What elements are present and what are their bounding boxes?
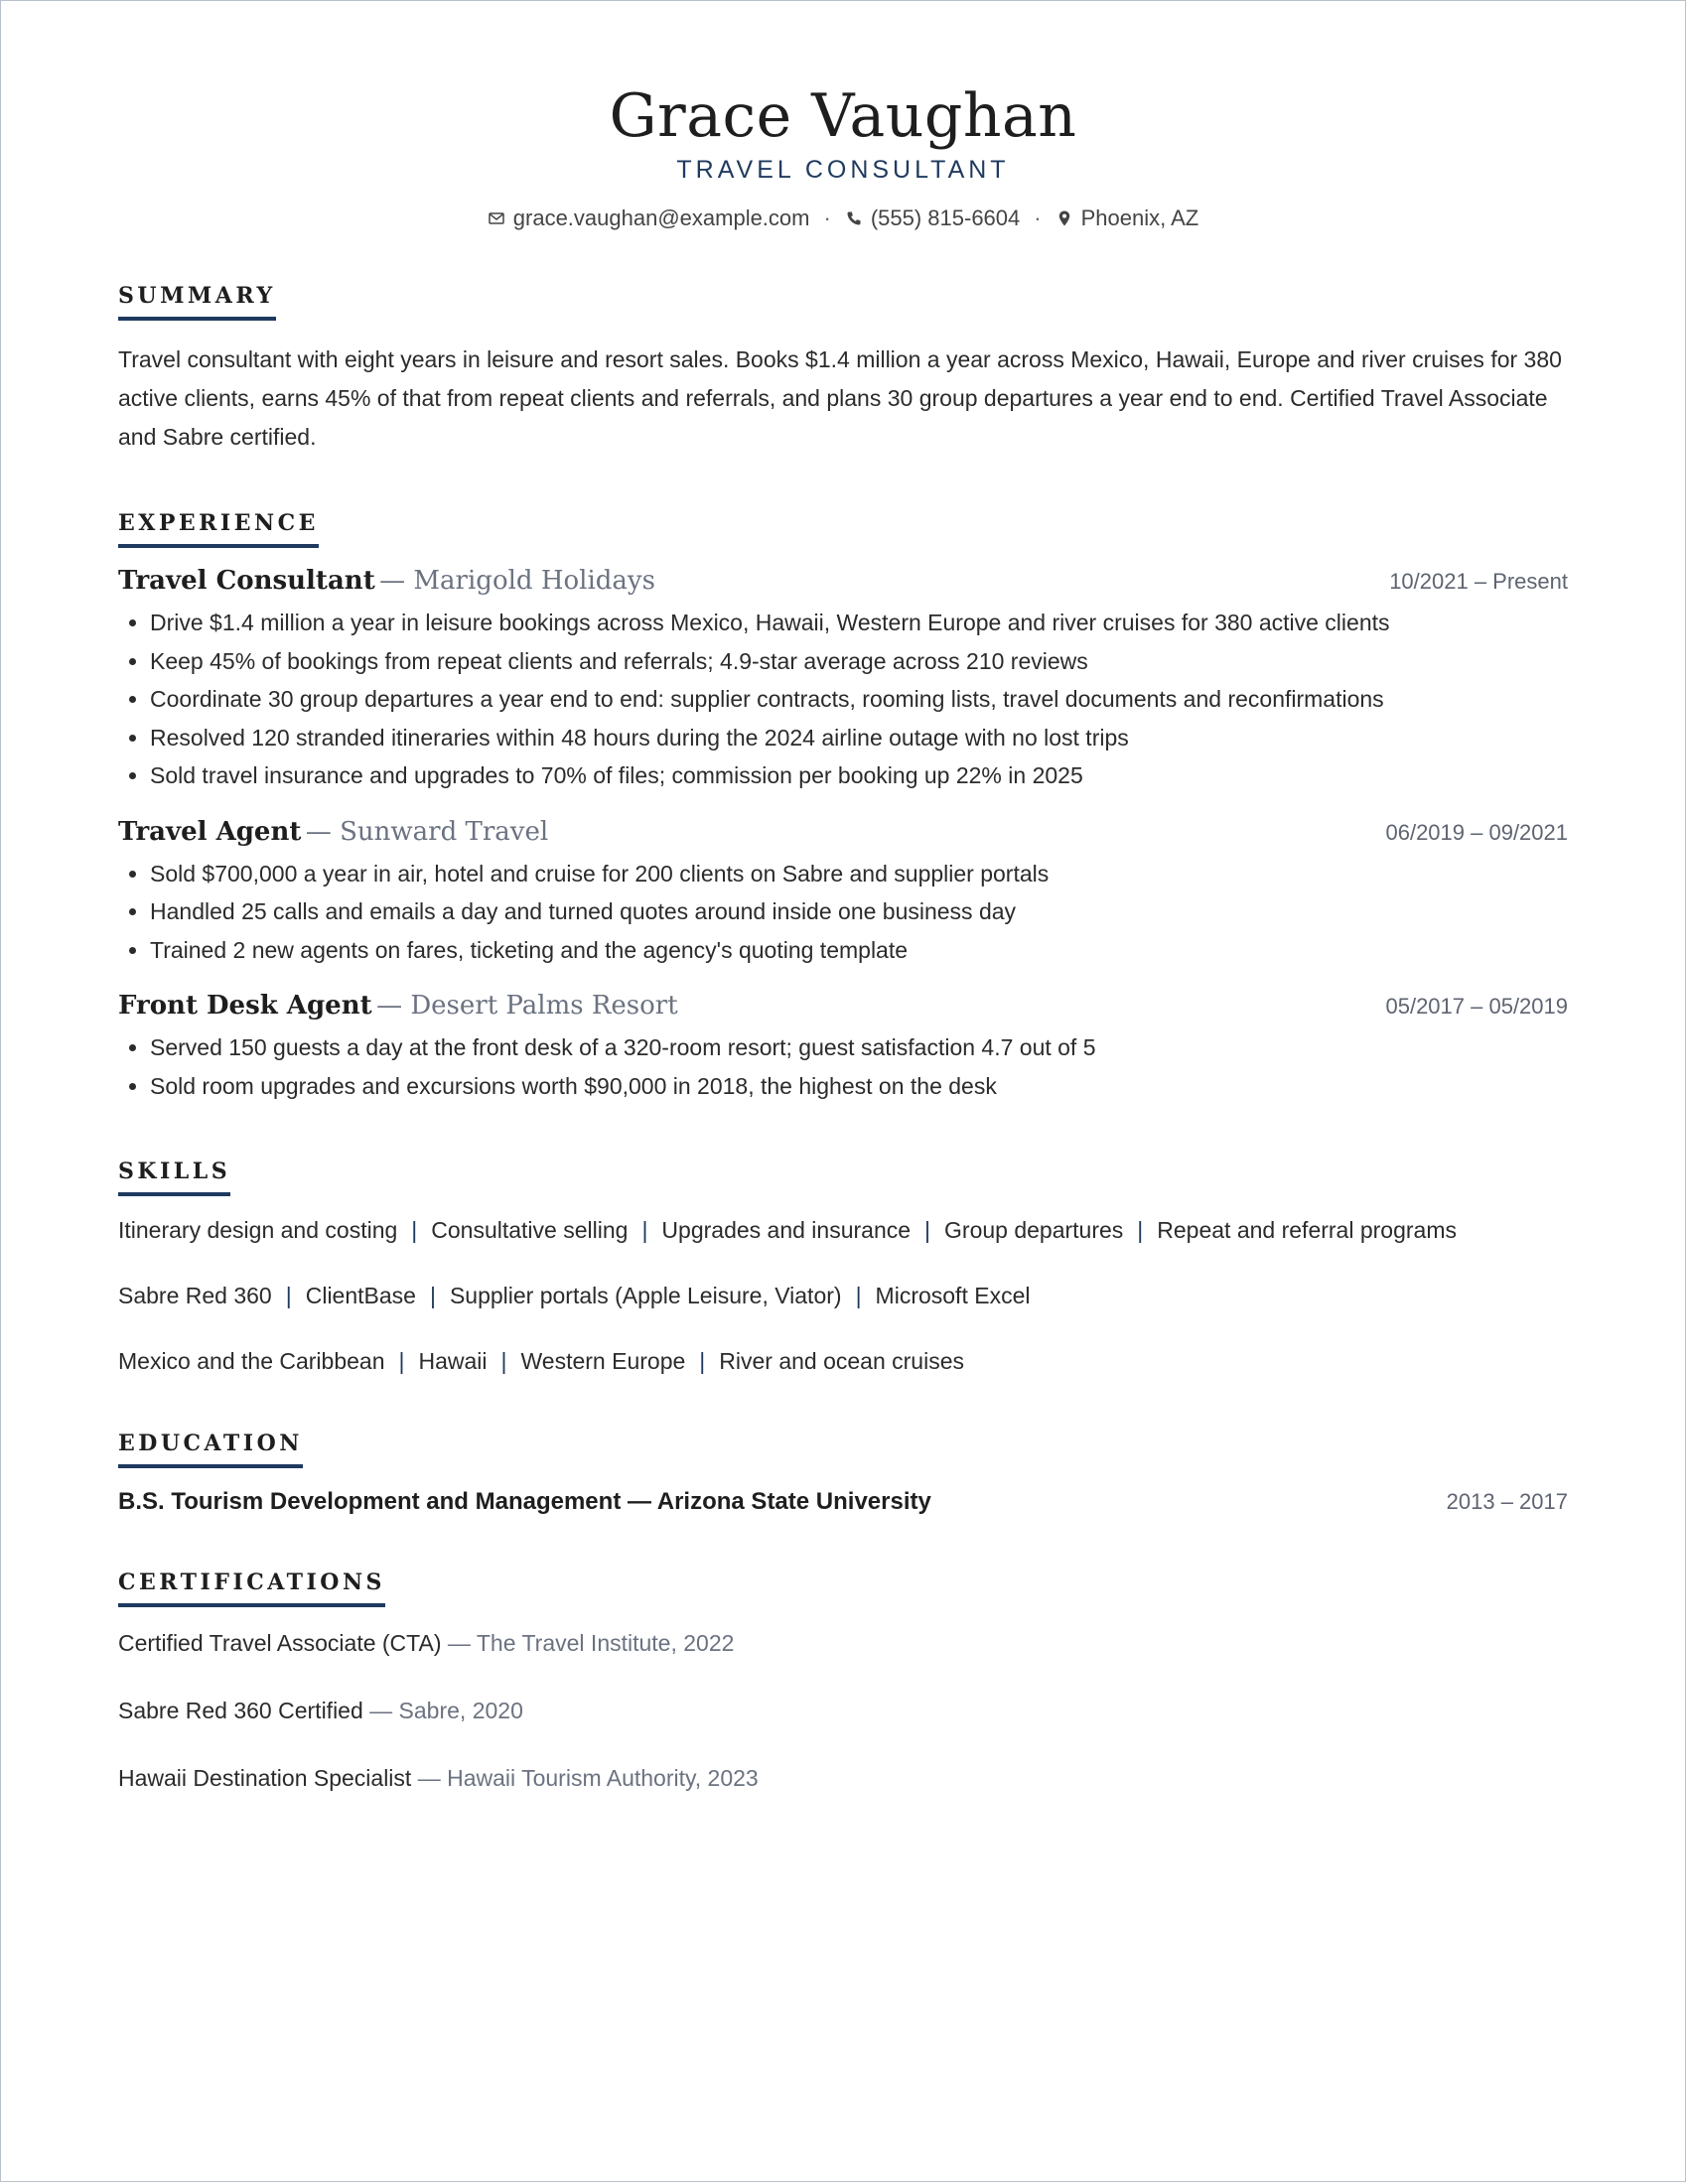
contact-email[interactable] (488, 205, 810, 231)
certification-name: Hawaii Destination Specialist (118, 1765, 412, 1791)
job-bullets (118, 604, 1568, 795)
contact-line (118, 205, 1568, 231)
certification-item (118, 1762, 1568, 1794)
candidate-name: Grace Vaughan (609, 81, 1077, 151)
skill-item: Hawaii (418, 1348, 488, 1374)
job-bullet: • Sold $700,000 a year in air, hotel and cruise for 200 clients on Sabre and supplier portals (150, 855, 1568, 893)
skill-separator: | (1137, 1217, 1144, 1243)
skill-item: Sabre Red 360 (118, 1283, 272, 1308)
job-header (118, 566, 1568, 596)
job-bullet: • Drive $1.4 million a year in leisure bookings across Mexico, Hawaii, Western Europe and river cruises for 380 active clients (150, 604, 1568, 642)
summary-section (118, 283, 1568, 457)
section-heading: EDUCATION (118, 1431, 303, 1468)
phone-icon (845, 209, 863, 227)
job-bullet: • Sold room upgrades and excursions worth $90,000 in 2018, the highest on the desk (150, 1067, 1568, 1106)
job-role: Travel Agent (118, 816, 302, 847)
section-heading: SKILLS (118, 1159, 230, 1196)
skill-separator: | (855, 1283, 862, 1308)
job-bullet: • Handled 25 calls and emails a day and turned quotes around inside one business day (150, 892, 1568, 931)
candidate-title: TRAVEL CONSULTANT (676, 156, 1010, 184)
job-title-line (118, 566, 655, 596)
skill-separator: | (429, 1283, 436, 1308)
skill-item: Consultative selling (431, 1217, 629, 1243)
location-text: Phoenix, AZ (1080, 205, 1199, 230)
skill-item: Mexico and the Caribbean (118, 1348, 385, 1374)
summary-text: Travel consultant with eight years in leisure and resort sales. Books $1.4 million a year across Mexico, Hawaii, Europe and river cruises for 380 active clients, earns 45% of that from repeat clients and referrals, and plans 30 group departures a year end to end. Certified Travel Associate and Sabre certified. (118, 346, 1562, 450)
skill-item: Upgrades and insurance (661, 1217, 912, 1243)
job-entry (118, 566, 1568, 795)
job-bullet: • Coordinate 30 group departures a year end to end: supplier contracts, rooming lists, travel documents and reconfirmations (150, 680, 1568, 719)
job-header (118, 817, 1568, 847)
job-entry (118, 817, 1568, 970)
job-bullet: • Trained 2 new agents on fares, ticketing and the agency's quoting template (150, 931, 1568, 970)
job-title-line (118, 991, 678, 1021)
skill-separator: | (411, 1217, 418, 1243)
job-dates: 05/2017 – 05/2019 (1385, 994, 1568, 1019)
job-company: — Desert Palms Resort (376, 991, 678, 1021)
job-bullet: • Served 150 guests a day at the front desk of a 320-room resort; guest satisfaction 4.7 out of 5 (150, 1028, 1568, 1067)
job-dates: 06/2019 – 09/2021 (1385, 819, 1568, 845)
skill-item: Western Europe (520, 1348, 686, 1374)
job-bullet: • Keep 45% of bookings from repeat clients and referrals; 4.9-star average across 210 reviews (150, 642, 1568, 681)
certification-issuer: — The Travel Institute, 2022 (447, 1630, 735, 1656)
job-company: — Sunward Travel (305, 816, 549, 847)
job-dates: 10/2021 – Present (1389, 569, 1568, 594)
contact-location (1055, 205, 1199, 231)
experience-section (118, 510, 1568, 1105)
section-heading: SUMMARY (118, 283, 276, 321)
section-heading: EXPERIENCE (118, 510, 319, 548)
job-role: Front Desk Agent (118, 991, 372, 1021)
job-bullets (118, 855, 1568, 970)
skill-item: Repeat and referral programs (1157, 1217, 1457, 1243)
skills-row (118, 1345, 1568, 1377)
skill-separator: | (699, 1348, 706, 1374)
certification-item (118, 1695, 1568, 1726)
job-header (118, 991, 1568, 1021)
skill-separator: | (398, 1348, 405, 1374)
skills-row (118, 1280, 1568, 1311)
contact-separator: · (1034, 205, 1042, 230)
skill-item: Group departures (944, 1217, 1124, 1243)
job-bullets (118, 1028, 1568, 1105)
skills-list (118, 1214, 1568, 1377)
skills-row (118, 1214, 1568, 1246)
job-role: Travel Consultant (118, 566, 375, 596)
resume-header (118, 1, 1568, 231)
education-dates: 2013 – 2017 (1446, 1489, 1568, 1514)
skills-section (118, 1159, 1568, 1377)
phone-text: (555) 815-6604 (870, 205, 1021, 230)
location-pin-icon (1055, 209, 1073, 227)
email-text: grace.vaughan@example.com (512, 205, 810, 230)
skill-separator: | (924, 1217, 931, 1243)
skill-separator: | (500, 1348, 507, 1374)
skill-item: River and ocean cruises (719, 1348, 964, 1374)
education-section (118, 1431, 1568, 1516)
certification-name: Certified Travel Associate (CTA) (118, 1630, 442, 1656)
contact-phone[interactable] (845, 205, 1020, 231)
section-heading: CERTIFICATIONS (118, 1570, 385, 1607)
certification-issuer: — Hawaii Tourism Authority, 2023 (417, 1765, 759, 1791)
job-bullet: • Sold travel insurance and upgrades to 70% of files; commission per booking up 22% in 2025 (150, 756, 1568, 795)
skill-item: Itinerary design and costing (118, 1217, 398, 1243)
certification-issuer: — Sabre, 2020 (369, 1698, 523, 1723)
certification-name: Sabre Red 360 Certified (118, 1698, 363, 1723)
education-entry (118, 1488, 1568, 1516)
skill-item: Microsoft Excel (875, 1283, 1031, 1308)
certifications-section (118, 1570, 1568, 1794)
degree-line: B.S. Tourism Development and Management — Arizona State University (118, 1488, 931, 1515)
skill-separator: | (641, 1217, 648, 1243)
skill-item: Supplier portals (Apple Leisure, Viator) (449, 1283, 842, 1308)
certification-item (118, 1627, 1568, 1659)
contact-separator: · (823, 205, 831, 230)
mail-icon (488, 209, 505, 227)
skill-item: ClientBase (305, 1283, 416, 1308)
skill-separator: | (285, 1283, 292, 1308)
job-bullet: • Resolved 120 stranded itineraries within 48 hours during the 2024 airline outage with no lost trips (150, 719, 1568, 757)
job-company: — Marigold Holidays (379, 566, 655, 596)
job-entry (118, 991, 1568, 1105)
job-title-line (118, 817, 548, 847)
